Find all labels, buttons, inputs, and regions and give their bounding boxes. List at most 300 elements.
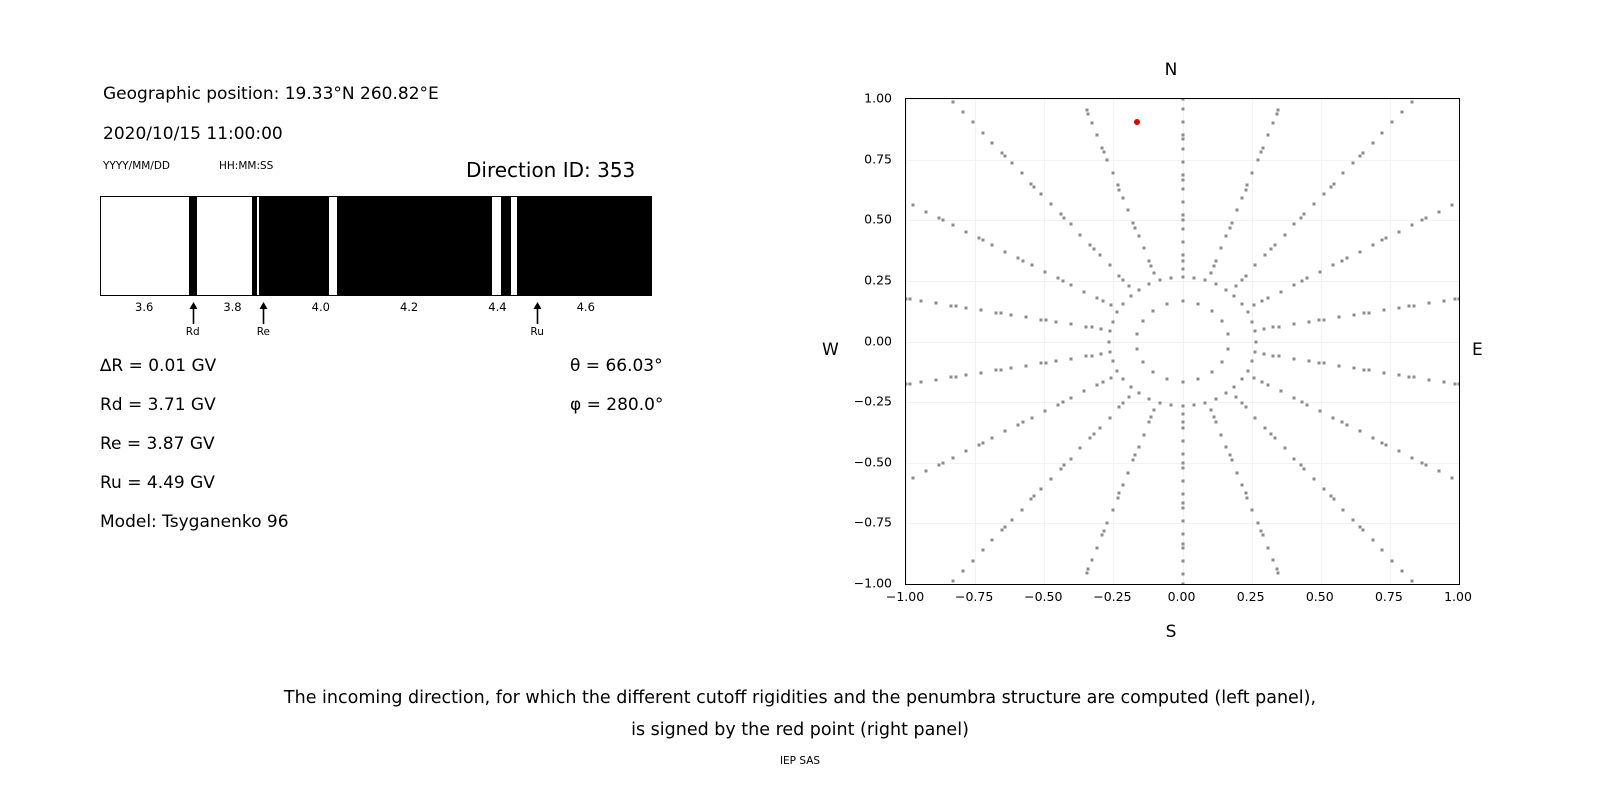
direction-point [1085, 109, 1088, 112]
direction-point [1106, 159, 1109, 162]
direction-point [1109, 330, 1112, 333]
direction-point [1121, 484, 1124, 487]
direction-point [1209, 408, 1212, 411]
direction-point [971, 559, 974, 562]
x-tick-label: 0.50 [1305, 589, 1334, 604]
x-tick-label: 0.00 [1167, 589, 1196, 604]
date-format-label: YYYY/MM/DD [103, 160, 171, 172]
direction-point [1313, 203, 1316, 206]
direction-point [952, 580, 955, 583]
direction-point [1003, 526, 1006, 529]
direction-point [1342, 172, 1345, 175]
direction-point [1267, 546, 1270, 549]
direction-point [1263, 327, 1266, 330]
direction-point [1153, 272, 1156, 275]
direction-point [1273, 437, 1276, 440]
direction-point [1086, 112, 1089, 115]
direction-point [1116, 311, 1119, 314]
direction-point [1293, 357, 1296, 360]
direction-point [1332, 182, 1335, 185]
direction-point [1070, 284, 1073, 287]
direction-point [1292, 396, 1295, 399]
direction-point [1138, 288, 1141, 291]
direction-point [1147, 259, 1150, 262]
direction-point [1017, 257, 1020, 260]
direction-point [1361, 529, 1364, 532]
direction-point [1181, 254, 1184, 257]
direction-point [1293, 223, 1296, 226]
direction-point [1149, 264, 1152, 267]
direction-point [1192, 277, 1195, 280]
direction-point [1181, 421, 1184, 424]
direction-point [1024, 364, 1027, 367]
direction-point [1039, 318, 1042, 321]
direction-point [1108, 340, 1111, 343]
direction-point [1118, 406, 1121, 409]
direction-point [1181, 267, 1184, 270]
direction-point [1240, 302, 1243, 305]
direction-point [1181, 121, 1184, 124]
direction-point [942, 219, 945, 222]
direction-point [1427, 378, 1430, 381]
compass-west-label: W [822, 340, 839, 360]
ru-value: Ru = 4.49 GV [100, 473, 215, 493]
direction-point [1303, 213, 1306, 216]
direction-point [1408, 305, 1411, 308]
direction-point [1101, 534, 1104, 537]
direction-point [1181, 219, 1184, 222]
direction-point [1148, 397, 1151, 400]
direction-point [1391, 121, 1394, 124]
direction-point [1098, 254, 1101, 257]
direction-point [1181, 506, 1184, 509]
direction-point [1226, 347, 1229, 350]
x-tick-label: 0.75 [1374, 589, 1403, 604]
direction-point [1233, 385, 1236, 388]
direction-point [1306, 277, 1309, 280]
direction-point [1342, 508, 1345, 511]
direction-point [1142, 247, 1145, 250]
direction-point [1352, 162, 1355, 165]
direction-point [1254, 416, 1257, 419]
direction-point [1043, 410, 1046, 413]
direction-point [1383, 371, 1386, 374]
direction-point [1323, 318, 1326, 321]
direction-point [979, 371, 982, 374]
x-tick-label: −0.25 [1093, 589, 1132, 604]
direction-point [1420, 461, 1423, 464]
direction-point [1102, 530, 1105, 533]
direction-point [1234, 284, 1237, 287]
direction-point [1368, 311, 1371, 314]
delta-r-value: ∆R = 0.01 GV [100, 356, 217, 376]
direction-point [964, 450, 967, 453]
direction-point [1108, 416, 1111, 419]
direction-point [1240, 378, 1243, 381]
direction-point [1181, 259, 1184, 262]
direction-point [1279, 290, 1282, 293]
direction-point [1266, 297, 1269, 300]
direction-point [1009, 313, 1012, 316]
direction-point [1263, 353, 1266, 356]
direction-point [920, 380, 923, 383]
direction-point [1141, 320, 1144, 323]
arrow-up-icon [259, 302, 268, 324]
penumbra-bar [100, 196, 652, 296]
direction-point [1391, 559, 1394, 562]
direction-point [1181, 546, 1184, 549]
direction-point [1279, 390, 1282, 393]
direction-point [1102, 150, 1105, 153]
direction-point [1063, 216, 1066, 219]
direction-point [1410, 580, 1413, 583]
direction-point [1056, 277, 1059, 280]
direction-point [1276, 112, 1279, 115]
direction-point [1024, 316, 1027, 319]
direction-point [1090, 326, 1093, 329]
direction-point [1345, 257, 1348, 260]
direction-point [1153, 408, 1156, 411]
direction-point [1181, 178, 1184, 181]
direction-point [1427, 302, 1430, 305]
direction-point [1292, 284, 1295, 287]
direction-point [1228, 226, 1231, 229]
direction-point [981, 239, 984, 242]
direction-point [1181, 134, 1184, 137]
direction-point [1033, 185, 1036, 188]
direction-point [1256, 159, 1259, 162]
direction-point [1241, 196, 1244, 199]
direction-point [1261, 146, 1264, 149]
direction-point [1437, 470, 1440, 473]
direction-point [1020, 172, 1023, 175]
direction-point [1111, 171, 1114, 174]
direction-point [1181, 533, 1184, 536]
direction-point [991, 141, 994, 144]
direction-point [1136, 347, 1139, 350]
direction-point [1220, 433, 1223, 436]
direction-point [981, 441, 984, 444]
re-value: Re = 3.87 GV [100, 434, 215, 454]
direction-point [1301, 401, 1304, 404]
x-tick-label: 0.25 [1236, 589, 1265, 604]
direction-point [1132, 222, 1135, 225]
direction-point [1181, 300, 1184, 303]
direction-point [1234, 396, 1237, 399]
direction-point [1442, 380, 1445, 383]
direction-point [1043, 270, 1046, 273]
direction-point [1363, 312, 1366, 315]
direction-point [1095, 134, 1098, 137]
direction-point [1084, 325, 1087, 328]
direction-point [1111, 320, 1114, 323]
direction-point [1181, 461, 1184, 464]
direction-point [1385, 443, 1388, 446]
direction-point [1420, 219, 1423, 222]
model-value: Model: Tsyganenko 96 [100, 512, 289, 532]
direction-point [1181, 559, 1184, 562]
datetime-text: 2020/10/15 11:00:00 [103, 124, 283, 144]
sky-map-plot [905, 98, 1460, 585]
direction-point [1122, 302, 1125, 305]
direction-point [1111, 360, 1114, 363]
direction-point [1045, 361, 1048, 364]
direction-point [1165, 378, 1168, 381]
direction-point [991, 244, 994, 247]
x-tick-label: 1.00 [1444, 589, 1472, 604]
direction-point [981, 549, 984, 552]
penumbra-axis [100, 296, 652, 356]
direction-point [1442, 300, 1445, 303]
direction-point [1181, 479, 1184, 482]
direction-point [1001, 151, 1004, 154]
direction-point [1319, 270, 1322, 273]
direction-point [1341, 259, 1344, 262]
direction-point [1122, 278, 1125, 281]
y-tick-label: 1.00 [864, 90, 892, 106]
direction-point [1215, 259, 1218, 262]
direction-point [1253, 330, 1256, 333]
direction-point [950, 376, 953, 379]
direction-point [1158, 279, 1161, 282]
direction-point [1134, 226, 1137, 229]
direction-point [1116, 496, 1119, 499]
direction-point [1240, 402, 1243, 405]
direction-point [1293, 323, 1296, 326]
direction-point [1096, 383, 1099, 386]
direction-point [1332, 416, 1335, 419]
direction-point [1215, 421, 1218, 424]
direction-point [1383, 309, 1386, 312]
geographic-position-text: Geographic position: 19.33°N 260.82°E [103, 84, 439, 104]
direction-point [1254, 264, 1257, 267]
direction-point [1381, 131, 1384, 134]
direction-point [1181, 439, 1184, 442]
direction-point [991, 436, 994, 439]
direction-point [1353, 367, 1356, 370]
direction-point [1363, 368, 1366, 371]
gridline [906, 584, 1459, 585]
compass-north-label: N [1164, 60, 1178, 80]
direction-point [1224, 288, 1227, 291]
direction-point [1272, 326, 1275, 329]
direction-point [1397, 307, 1400, 310]
direction-point [1306, 403, 1309, 406]
direction-point [1345, 423, 1348, 426]
direction-point [1410, 100, 1413, 103]
direction-point [1181, 227, 1184, 230]
right-panel [800, 40, 1560, 660]
direction-point [1089, 243, 1092, 246]
direction-point [1128, 284, 1131, 287]
direction-point [1132, 458, 1135, 461]
direction-point [1264, 426, 1267, 429]
direction-point [1412, 376, 1415, 379]
direction-point [1039, 362, 1042, 365]
direction-point [1158, 401, 1161, 404]
direction-point [1181, 187, 1184, 190]
direction-point [1148, 283, 1151, 286]
direction-point [1109, 304, 1112, 307]
direction-point [1204, 401, 1207, 404]
arrow-up-icon [533, 302, 542, 324]
direction-point [1308, 320, 1311, 323]
direction-point [1453, 298, 1456, 301]
direction-point [1400, 569, 1403, 572]
direction-point [1437, 210, 1440, 213]
direction-point [950, 304, 953, 307]
direction-point [1358, 430, 1361, 433]
direction-point [1004, 250, 1007, 253]
y-tick-label: 0.00 [864, 333, 892, 348]
penumbra-tick-label: 3.6 [135, 300, 154, 314]
caption-line-1: The incoming direction, for which the different cutoff rigidities and the penumbra structure are computed (left panel), [283, 688, 1317, 708]
direction-point [1225, 446, 1228, 449]
direction-point [1109, 350, 1112, 353]
direction-point [1061, 401, 1064, 404]
direction-point [1329, 185, 1332, 188]
direction-point [1003, 154, 1006, 157]
direction-point [1317, 361, 1320, 364]
direction-point [1181, 161, 1184, 164]
direction-point [1246, 311, 1249, 314]
penumbra-band [337, 197, 492, 295]
direction-point [1099, 327, 1102, 330]
direction-point [954, 375, 957, 378]
compass-south-label: S [1165, 622, 1177, 642]
direction-point [1251, 509, 1254, 512]
direction-point [1017, 423, 1020, 426]
direction-point [1371, 539, 1374, 542]
direction-point [1149, 416, 1152, 419]
direction-point [1261, 300, 1264, 303]
direction-point [1457, 297, 1460, 300]
direction-point [1398, 230, 1401, 233]
direction-point [1226, 333, 1229, 336]
direction-point [1111, 509, 1114, 512]
direction-point [909, 298, 912, 301]
direction-point [1301, 279, 1304, 282]
direction-point [1092, 433, 1095, 436]
direction-point [935, 378, 938, 381]
direction-point [1109, 376, 1112, 379]
arrow-up-icon [189, 302, 198, 324]
direction-point [1352, 518, 1355, 521]
direction-point [1049, 203, 1052, 206]
y-tick-label: 0.25 [864, 272, 892, 288]
direction-point [1253, 304, 1256, 307]
direction-point [1054, 360, 1057, 363]
direction-point [1134, 454, 1137, 457]
direction-point [1381, 549, 1384, 552]
direction-point [1021, 421, 1024, 424]
direction-point [905, 383, 908, 386]
direction-point [1246, 184, 1249, 187]
direction-point [1225, 234, 1228, 237]
direction-point [920, 300, 923, 303]
direction-point [1170, 403, 1173, 406]
penumbra-band [501, 197, 511, 295]
direction-point [962, 569, 965, 572]
direction-point [991, 539, 994, 542]
direction-point [964, 230, 967, 233]
direction-point [1453, 382, 1456, 385]
direction-point [1165, 302, 1168, 305]
direction-point [1214, 397, 1217, 400]
penumbra-tick-label: 4.4 [488, 300, 507, 314]
direction-point [1127, 471, 1130, 474]
direction-point [1181, 426, 1184, 429]
direction-point [1261, 534, 1264, 537]
direction-point [1181, 380, 1184, 383]
direction-point [1021, 259, 1024, 262]
direction-point [1069, 357, 1072, 360]
direction-point [1181, 404, 1184, 407]
y-tick-label: 0.75 [864, 151, 892, 167]
direction-point [1181, 107, 1184, 110]
direction-point [935, 302, 938, 305]
direction-point [1098, 426, 1101, 429]
direction-point [1181, 201, 1184, 204]
direction-point [1101, 146, 1104, 149]
direction-point [1277, 571, 1280, 574]
penumbra-band [189, 197, 197, 295]
direction-point [1137, 446, 1140, 449]
direction-point [1260, 150, 1263, 153]
penumbra-tick-label: 4.0 [311, 300, 330, 314]
direction-point [1308, 360, 1311, 363]
direction-point [1254, 340, 1257, 343]
direction-point [954, 305, 957, 308]
direction-point [1359, 154, 1362, 157]
penumbra-band [259, 197, 329, 295]
direction-point [1083, 290, 1086, 293]
selected-direction-point[interactable] [1134, 119, 1140, 125]
direction-point [1092, 247, 1095, 250]
direction-point [1108, 264, 1111, 267]
direction-point [1272, 354, 1275, 357]
direction-point [1096, 297, 1099, 300]
gridline [906, 342, 1459, 343]
gridline [906, 402, 1459, 403]
direction-point [1211, 309, 1214, 312]
direction-point [1083, 390, 1086, 393]
direction-point [1069, 223, 1072, 226]
direction-point [1059, 467, 1062, 470]
direction-point [1059, 213, 1062, 216]
direction-point [1089, 437, 1092, 440]
direction-point [912, 204, 915, 207]
direction-id-text: Direction ID: 353 [466, 158, 636, 182]
direction-point [999, 368, 1002, 371]
direction-point [1106, 521, 1109, 524]
x-tick-label: −0.50 [1024, 589, 1063, 604]
direction-point [1322, 192, 1325, 195]
direction-point [1030, 264, 1033, 267]
direction-point [1411, 456, 1414, 459]
direction-point [1246, 496, 1249, 499]
direction-point [1079, 233, 1082, 236]
direction-point [1270, 247, 1273, 250]
direction-point [971, 121, 974, 124]
direction-point [1299, 216, 1302, 219]
direction-point [1322, 488, 1325, 491]
direction-point [1192, 403, 1195, 406]
direction-point [1283, 233, 1286, 236]
direction-point [912, 476, 915, 479]
direction-point [1278, 355, 1281, 358]
direction-point [1240, 278, 1243, 281]
